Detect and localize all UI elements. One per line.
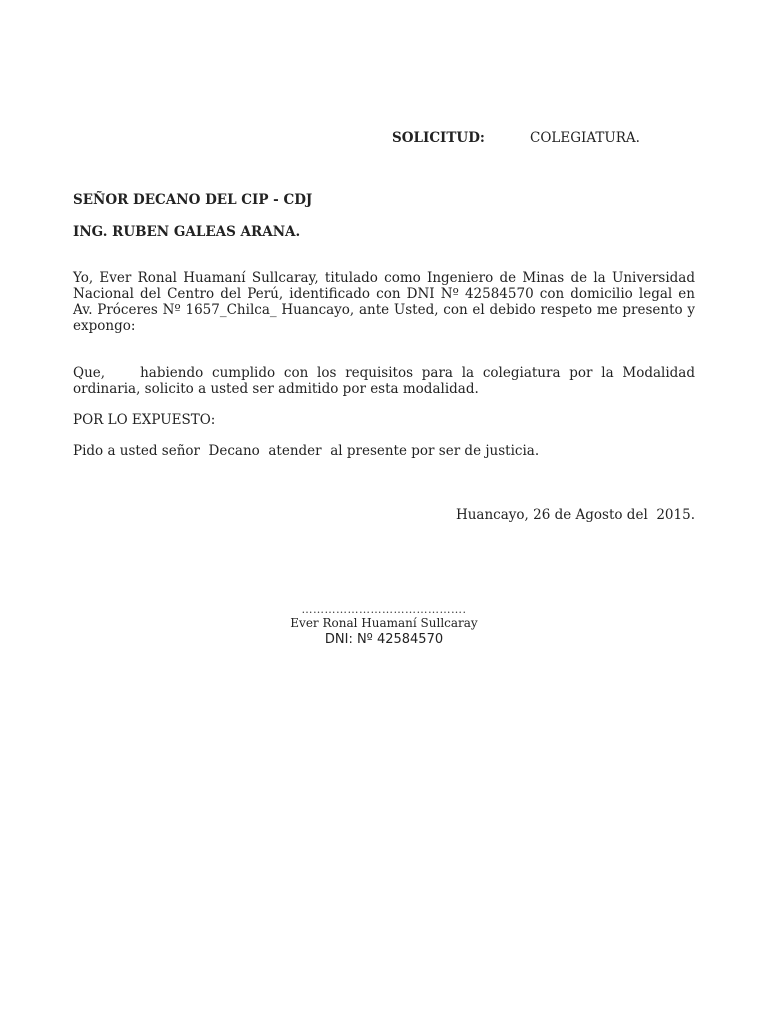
signer-name: Ever Ronal Huamaní Sullcaray bbox=[290, 616, 478, 630]
addressee-title: SEÑOR DECANO DEL CIP - CDJ bbox=[73, 192, 313, 208]
subject-value: COLEGIATURA. bbox=[530, 130, 640, 146]
signature-block bbox=[234, 603, 534, 648]
request-paragraph: Que, habiendo cumplido con los requisitos para la colegiatura por la Modalidad ordinaria, solicito a usted ser admitido por esta modalidad. bbox=[73, 365, 700, 397]
petition-line: Pido a usted señor Decano atender al presente por ser de justicia. bbox=[73, 443, 540, 459]
subject-line bbox=[392, 130, 640, 146]
date-line: Huancayo, 26 de Agosto del 2015. bbox=[455, 507, 695, 523]
por-lo-expuesto-heading: POR LO EXPUESTO: bbox=[73, 412, 216, 428]
intro-paragraph: Yo, Ever Ronal Huamaní Sullcaray, titulado como Ingeniero de Minas de la Universidad Nacional del Centro del Perú, identificado con DNI Nº 42584570 con domicilio legal en Av. Próceres Nº 1657_Chilca_ Huancayo, ante Usted, con el debido respeto me presento y expongo: bbox=[73, 270, 695, 334]
signature-line: ……………………………………. bbox=[301, 603, 467, 616]
signer-dni: DNI: Nº 42584570 bbox=[324, 632, 444, 647]
subject-label: SOLICITUD: bbox=[392, 130, 485, 146]
addressee-name: ING. RUBEN GALEAS ARANA. bbox=[73, 224, 301, 240]
